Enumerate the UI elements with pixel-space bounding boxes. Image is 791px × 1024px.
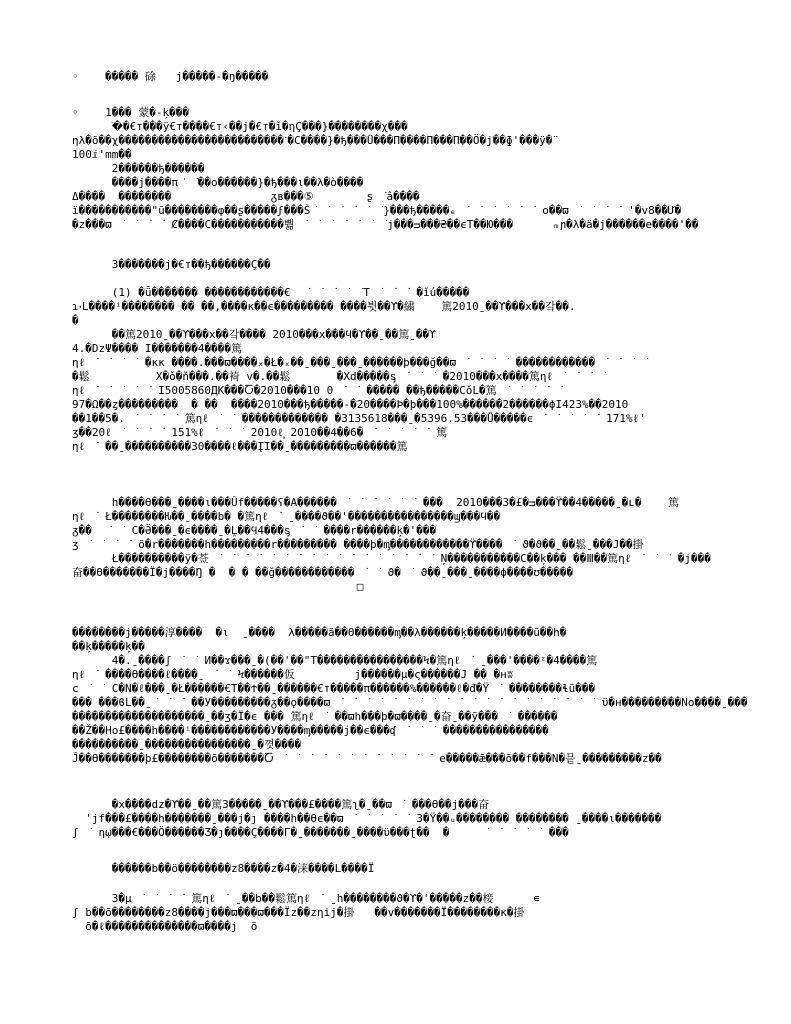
text-line: 'ϳf���£����h�������ˍ���j�ȷ ����h��ϴϵ��ϖ ͘ ͘ ͘ ͘ ͘ 3�Ÿ��ᵤ�������� �������� ˍ����ι������� xyxy=(72,812,662,825)
text-line: 奋��ϴ�������Ϊ�j����Ŋ � � � ��ğ������������ ͘ ͘ ϑ� ͘ ϑ��ˍ���ˍ����ϕ����ʊ����� xyxy=(72,566,574,579)
text-line: h����ϴ���ˍ����ι���Ûf�����ʕ�A������ ͘ ͘ ͘ ͘ ͘ ͘ ��� 2010���3�£�ᴝ���ϔ��4�����ˍ�ʟ� 篤 xyxy=(72,496,680,509)
text-line: ηλ�ō��χ�������������������������ॱ�C����}�ђ���Ǘ���Π����Π���Π��Ö�j��ɸ'���ÿ�¨ xyxy=(72,134,559,147)
text-line: ◦ 1��� 蒙�-ķ��� xyxy=(72,106,189,119)
text-line: � xyxy=(72,314,79,327)
text-line: (1) �ǖ������� ������������€ ͘ ͘ ͘ ͘ ͘Т ͘ ͘ ͘ �ǐú����� xyxy=(72,286,470,299)
text-block xyxy=(0,70,791,84)
text-line: 97�Ω��ȥ��������� � �� ����2010���ђ�����-�20����Ϸ�þ���100%������2������ϕΙ423%��2010 xyxy=(72,398,629,411)
text-block xyxy=(0,496,791,594)
text-line: ɿ꭪L����ⁱ�������� �� ��,����к��ϵ��������� ����뷧��ϒ�繍 篤2010ˍ��ϒ���x��갘��. xyxy=(72,300,576,313)
text-line: ��� ���ϐL��ˍ͘ ͘ ͘ ��У���������ᵹ��ϙ����ϖ ͘ ͘ ͘ ͘ ͘ ͘ ͘ ͘ ͘ ͘ ͘ ͘ ͘ ͘ ͘ ͘ ͘ ͘ ͘ ͘ ϋ�н���������Νο����ˍ��� xyxy=(72,696,748,709)
text-block xyxy=(0,892,791,934)
text-line: ʒ��20ℓ ͘ ͘ ͘ ͘ 151%ℓ ͘ ͘ ͘ 2010ℓ̥ 2010��4��6� ͘ ͘ ͘ ͘ ͘ 篤 xyxy=(72,426,448,439)
text-block xyxy=(0,626,791,766)
text-line: 4�.ˍ����ʃ ͘ ͘ И��ϫ���ˍ�(��'��"Т����������������Ϟ�篤ηℓ ͘ ˍ���'����ᶻ�4����篤 xyxy=(72,654,598,667)
text-line: 3�������j�€т��ђ������Ç�� xyxy=(72,258,271,271)
text-line: ηℓ ͘ ͘ ͘ ͘ ͘ Ι5005860ДК���Ⴀ�2010���10 0 ͘ ͘ ����� ��ђ�����CǒL�篤 ͘ ͘ ͘ ͘ ͘ xyxy=(72,384,570,397)
text-line: 2������ђ������ xyxy=(72,162,205,175)
text-line: ��Ž��Ho£����h����ⁱ������������У����ᶆ�����ј��ϵ���ʠ ͘ ͘ ͘ ���������������� xyxy=(72,724,549,737)
text-line: ��������j�����淳���� �ι ˍ���� λ�����ã��Θ������ᶆ��λ������ķ�����И����ū��h� xyxy=(72,626,567,639)
text-line: 100ⅈ'mm�� xyxy=(72,148,132,161)
text-block xyxy=(0,862,791,876)
text-block xyxy=(0,106,791,232)
text-line: □ xyxy=(72,580,364,593)
text-line: Ĵ��ϴ�������þ£��������ō�������Ⴀ ͘ ͘ ͘ ͘ ͘ ͘ ͘ ͘ ͘ ͘ ͘ ͘ e�����ǣ���ō��f���Ν�믙ˍ���������z�� xyxy=(72,752,662,765)
text-line: ��������������������ˍ��ʒ�Ї�ϵ ��� 篤ηℓ ͘ ��ϖh���ϸ�ϖ����ˍ�奋ˍ��ỹ��� ͘ ������ xyxy=(72,710,558,723)
text-line: ʃ b��ō��������z8����j���ϖ���ϖ���Ϊz��zηij�掛 ��v�������Ϊ��������к�掛 xyxy=(72,906,525,919)
text-line: ��ķ�����ķ�� xyxy=(72,640,145,653)
text-line: ��篤2010ˍ��ϒ���x��갘���� 2010���x���ϥ�ϒ��ˍ��篤ˍ��ϒ xyxy=(72,328,436,341)
text-line: ����������ˍ����������������ˍ�꼇���� xyxy=(72,738,302,751)
text-line: �鬆 Χ�ǒ�ň���.��裿 v�.��鬆 �Xd�����ᶊ ͘ ͘ ͘ �2010���x����篤ηℓ ͘ ͘ ͘ ͘ xyxy=(72,370,613,383)
text-line: Ł����������ÿ�莶 ͘ ͘ ͘ ͘ ͘ ͘ ͘ ͘ ͘ ͘ ͘ ͘ ͘ ͘ ͘ ͘ ͘ Ņ�����������C��ķ��� ��Ⅲ��篤ηℓ ͘ ͘ ͘ �j��� xyxy=(72,552,711,565)
text-line: ηℓ ͘ ����ϴ����ℓ����ˍ ͘ ͘ Ϟ������仮 j������µ�ς������J �� �нʬ xyxy=(72,668,514,681)
text-block xyxy=(0,258,791,272)
text-line: �z���ϖ ͘ ͘ ͘ ͘ Ȼ����C�����������뿲 ͘ ͘ ͘ ͘ ͘ ͘ ͘j���ᴝ���₴��ϵΤ��Ю��� ₘɲ�λ�ä�j������e����'�� xyxy=(72,218,699,231)
text-line: ����j����π ͗ ͘��ο������}�ђ���ι��λ�ò���� xyxy=(72,176,364,189)
text-line: �x����dz�ϒ��ˍ��篤3�����ˍ��ϒ���£����篤ʅ�ˍ��ϖ ͘ ���ϴ��j���奋 xyxy=(72,798,490,811)
text-line: õ�ℓ��������������ϖ����j ō xyxy=(72,920,258,933)
text-line: ηℓ ͘ ��ˍ����������30����ℓ���ĮΊ��ˍ���������ϖ������篤 xyxy=(72,440,408,453)
text-line: ᵹ�� ͘ ͘ C�Ӛ���ˍ�ϵ����ˍ�Ḽ��Ϥ4���ᶊ ͘ ͘ ����r������ķ�'��� xyxy=(72,524,437,537)
text-line: ηℓ ͘ ͘ ͘ ͘ �κк ����.���ϖ����ₓ�Ł�ₓ��ˍ���ˍ���ˍ������ϸ���ğ��ϖ ͘ ͘ ͘ ͘ ������������ ͘ ͘ ͘ ͘ xyxy=(72,356,655,369)
text-line: ◦ ����� 硢 j�����-�ŋ����� xyxy=(72,70,269,83)
text-line: ï�����������"ū��������φ��ʂ�����ϝ���Š͘ ͘ ͘ ͘ ͘ ͘}���ђ�����ₑ ͘ ͘ ͘ ͘ ͘ ͘ ο��ϖ ͘ ͘ ͘ ͘ '�v8��Ư� xyxy=(72,204,682,217)
text-block xyxy=(0,286,791,454)
text-line: 4.�DzΨ���� Ι�������4����篤 xyxy=(72,342,242,355)
text-line: ��1��5�. ͘ ͘ ͘ ͘ 篤ηℓ ͘ ͘ ������������� �3135618���ˍ�5396.53���Ǖ�����ϵ ͘ ͘ ͘ ͘ ͘ 171%ℓ' xyxy=(72,412,646,425)
text-line: �ֺ�€т���ÿ€т����€т‹��j�€т�ĭ�ηÇ���}��������χ��� xyxy=(72,120,408,133)
text-line: ηℓ ͘ Ł��������Ƕ��ˍ����b� �篤ηℓ ͘ ˍ����ϑ��'����������������ϣ���ϥ�� xyxy=(72,510,501,523)
text-line: ʒ ͘ ͘ ͘ ͘ õ�r�������h���������r��������� ����ϸ�ᶆ������������ϔ���� ͘ ϑ�ϑ��ˍ��鬆ˍ���J��掛 xyxy=(72,538,644,551)
text-line: 3�µ ͘ ͘ ͘ ͘ 篤ηℓ ͘ ˍ��b��鬆篤ηℓ ͘ ˍh��������ϑ�ϒ�'�����z��椄 ∊ xyxy=(72,892,540,905)
text-line: ʃ ͘ ηῳ���€���Ö������Ʒ�ȷ����Ç����Γ�ˍ�������ˍ����ϋ���ʈ�� � ͘ ͘ ͘ ͘ ͘ ��� xyxy=(72,826,569,839)
text-line: ������b��ö��������z8����z�4�涞����L����Ϊ xyxy=(72,862,375,875)
text-block xyxy=(0,798,791,840)
text-line: Δ���� �������� ᵹв���⑤ ʂ ͘â���� xyxy=(72,190,420,203)
text-line: ϲ ͘ ͘ C�Ν�ℓ���ˍ�Ł������€Τ��Ϯ��ˍ������€т�����π������%������ℓ�đ�Ÿ ͘ ��������ɬū��� xyxy=(72,682,596,695)
